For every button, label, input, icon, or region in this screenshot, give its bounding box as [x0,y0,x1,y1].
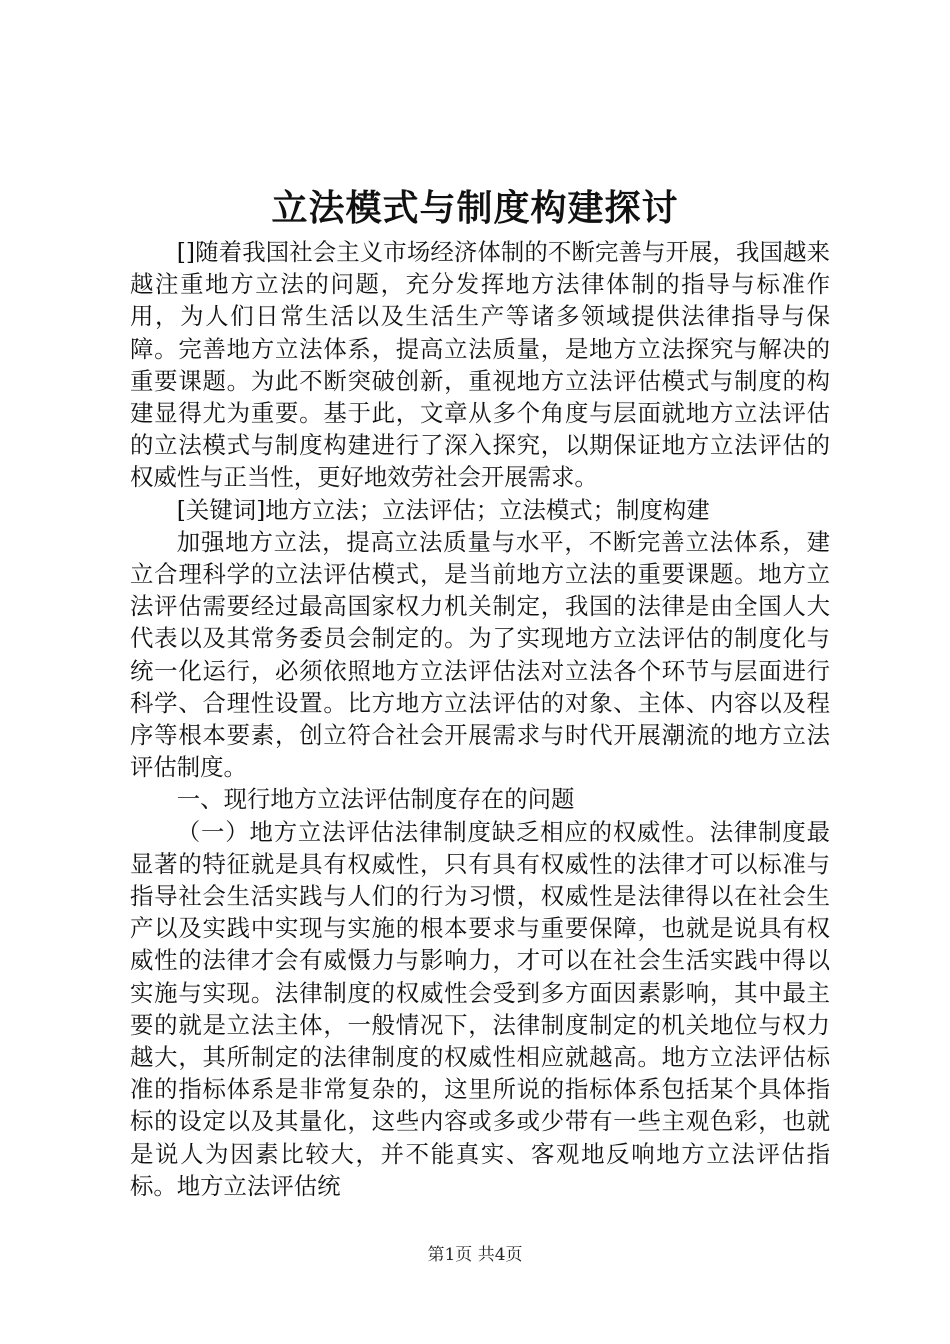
document-title: 立法模式与制度构建探讨 [271,187,679,229]
subsection-paragraph: （一）地方立法评估法律制度缺乏相应的权威性。法律制度最显著的特征就是具有权威性，只有具有权威性的法律才可以标准与指导社会生活实践与人们的行为习惯，权威性是法律得以在社会生产以及实践中实现与实施的根本要求与重要保障，也就是说具有权威性的法律才会有威慑力与影响力，才可以在社会生活实践中得以实施与实现。法律制度的权威性会受到多方面因素影响，其中最主要的就是立法主体，一般情况下，法律制度制定的机关地位与权力越大，其所制定的法律制度的权威性相应就越高。地方立法评估标准的指标体系是非常复杂的，这里所说的指标体系包括某个具体指标的设定以及其量化，这些内容或多或少带有一些主观色彩，也就是说人为因素比较大，并不能真实、客观地反响地方立法评估指标。地方立法评估统 [130,817,830,1200]
section-heading: 一、现行地方立法评估制度存在的问题 [176,785,575,814]
keywords-paragraph: [关键词]地方立法；立法评估；立法模式；制度构建 [176,495,710,524]
page-number: 第1页 共4页 [427,1245,523,1265]
abstract-paragraph: []随着我国社会主义市场经济体制的不断完善与开展，我国越来越注重地方立法的问题，充分发挥地方法律体制的指导与标准作用，为人们日常生活以及生活生产等诸多领域提供法律指导与保障。完善地方立法体系，提高立法质量，是地方立法探究与解决的重要课题。为此不断突破创新，重视地方立法评估模式与制度的构建显得尤为重要。基于此，文章从多个角度与层面就地方立法评估的立法模式与制度构建进行了深入探究，以期保证地方立法评估的权威性与正当性，更好地效劳社会开展需求。 [130,238,830,492]
intro-paragraph: 加强地方立法，提高立法质量与水平，不断完善立法体系，建立合理科学的立法评估模式，是当前地方立法的重要课题。地方立法评估需要经过最高国家权力机关制定，我国的法律是由全国人大代表以及其常务委员会制定的。为了实现地方立法评估的制度化与统一化运行，必须依照地方立法评估法对立法各个环节与层面进行科学、合理性设置。比方地方立法评估的对象、主体、内容以及程序等根本要素，创立符合社会开展需求与时代开展潮流的地方立法评估制度。 [130,527,830,782]
document-body [130,236,830,1202]
